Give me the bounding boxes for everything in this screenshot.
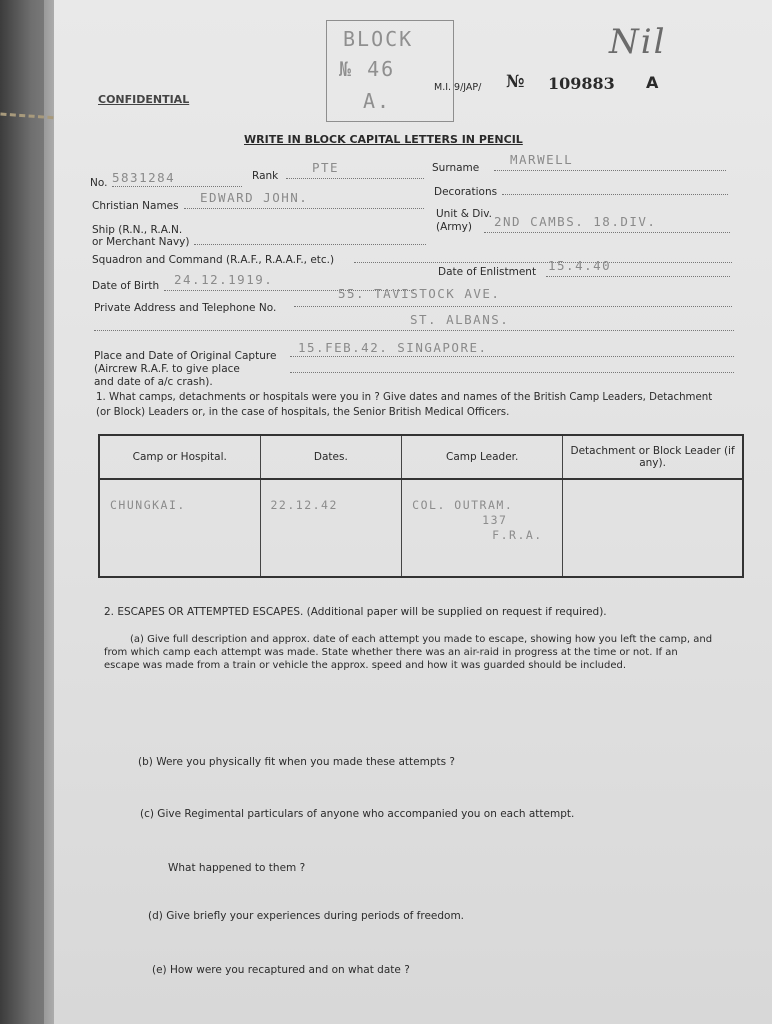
no-label: No. [90,177,108,189]
form-page [54,0,772,1024]
stamp-line-3: A. [363,89,392,113]
capture-label-3: and date of a/c crash). [94,376,213,388]
camp-value: CHUNGKAI. [110,498,186,512]
address-value-1[interactable]: 55. TAVISTOCK AVE. [338,286,501,301]
enlistment-line [546,276,730,277]
capture-value[interactable]: 15.FEB.42. SINGAPORE. [298,340,488,355]
no-value[interactable]: 5831284 [112,170,176,185]
camp-cell[interactable] [99,479,260,577]
address-line-2 [94,330,734,331]
q2c-followup: What happened to them ? [168,862,306,874]
q2b: (b) Were you physically fit when you made these attempts ? [138,756,455,768]
q2e: (e) How were you recaptured and on what date ? [152,964,410,976]
dates-value: 22.12.42 [270,498,338,512]
leader-value-1: COL. OUTRAM. [412,498,514,512]
detachment-cell[interactable] [563,479,743,577]
unit-value[interactable]: 2ND CAMBS. 18.DIV. [494,214,657,229]
dob-label: Date of Birth [92,280,160,292]
no-line [112,186,242,187]
dates-header: Dates. [260,435,402,479]
rank-label: Rank [252,170,279,182]
decorations-line [502,194,728,195]
ship-label-1: Ship (R.N., R.A.N. [92,224,183,236]
stamp-line-1: BLOCK [343,27,414,51]
christian-names-label: Christian Names [92,200,179,212]
q2-title: 2. ESCAPES OR ATTEMPTED ESCAPES. (Additional paper will be supplied on request if required). [104,606,607,618]
decorations-label: Decorations [434,186,498,198]
capture-label-2: (Aircrew R.A.F. to give place [94,363,240,375]
address-line-1 [294,306,732,307]
q1-line-1: 1. What camps, detachments or hospitals were you in ? Give dates and names of the British Camp Leaders, Detachment [96,392,713,403]
stamp-line-2: № 46 [339,57,396,81]
capture-line-2 [290,372,734,373]
instruction-heading: WRITE IN BLOCK CAPITAL LETTERS IN PENCIL [244,133,523,146]
surname-label: Surname [432,162,480,174]
nil-note: Nil [609,22,667,62]
unit-label-2: (Army) [436,221,472,233]
dates-cell[interactable] [260,479,402,577]
leader-value-3: F.R.A. [492,528,543,542]
christian-names-line [184,208,424,209]
address-value-2[interactable]: ST. ALBANS. [410,312,510,327]
dob-value[interactable]: 24.12.1919. [174,272,274,287]
capture-line-1 [290,356,734,357]
ship-label-2: or Merchant Navy) [92,236,190,248]
address-label: Private Address and Telephone No. [94,302,277,314]
squadron-line [354,262,732,263]
unit-label-1: Unit & Div. [436,208,492,220]
block-stamp [326,20,454,122]
unit-line [484,232,730,233]
q2a-line-1: (a) Give full description and approx. date of each attempt you made to escape, showing how you left the camp, and [130,634,713,645]
enlistment-label: Date of Enlistment [438,266,537,278]
surname-line [494,170,726,171]
confidential-label: CONFIDENTIAL [98,93,190,106]
serial-suffix: A [646,73,659,92]
leader-value-2: 137 [482,513,508,527]
squadron-label: Squadron and Command (R.A.F., R.A.A.F., etc.) [92,254,335,266]
q2c: (c) Give Regimental particulars of anyone who accompanied you on each attempt. [140,808,575,820]
camp-header: Camp or Hospital. [99,435,260,479]
camp-table [98,434,744,578]
surname-value[interactable]: MARWELL [510,152,574,167]
q1-line-2: (or Block) Leaders or, in the case of hospitals, the Senior British Medical Officers. [96,407,510,418]
camp-table-header [99,435,743,479]
camp-leader-header: Camp Leader. [402,435,563,479]
q2a-line-3: escape was made from a train or vehicle the approx. speed and how it was guarded should be included. [104,660,627,671]
serial-number: 109883 [548,74,615,93]
table-row [99,479,743,577]
leader-cell[interactable] [402,479,563,577]
serial-no-label: № [506,72,525,92]
capture-label-1: Place and Date of Original Capture [94,350,277,362]
rank-value[interactable]: PTE [312,160,340,175]
ship-line [194,244,426,245]
detachment-header: Detachment or Block Leader (if any). [563,435,743,479]
q2a-line-2: from which camp each attempt was made. State whether there was an air-raid in progress at the time or not. If an [104,647,678,658]
mi9-ref: M.I. 9/JAP/ [434,82,482,93]
rank-line [286,178,424,179]
q2d: (d) Give briefly your experiences during periods of freedom. [148,910,465,922]
enlistment-value[interactable]: 15.4.40 [548,258,612,273]
christian-names-value[interactable]: EDWARD JOHN. [200,190,309,205]
